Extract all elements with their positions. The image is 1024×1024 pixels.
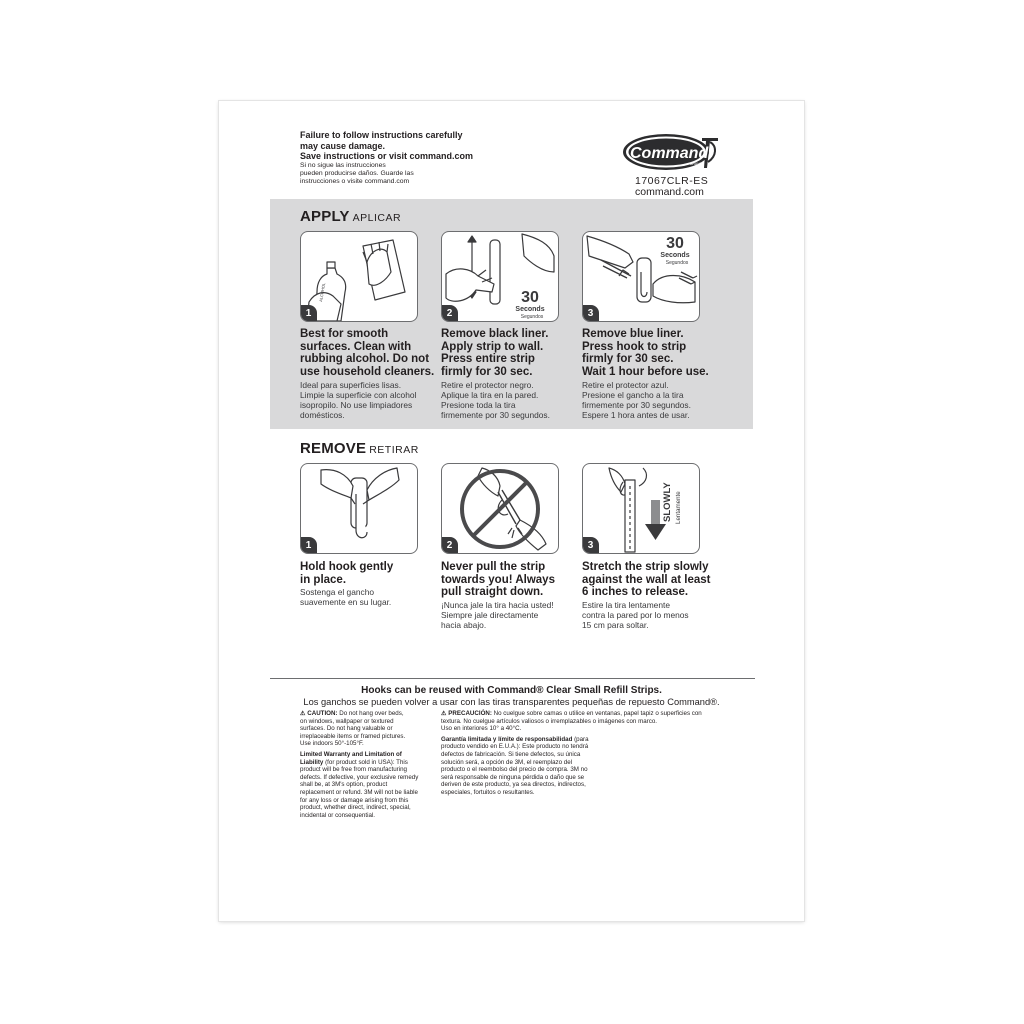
precaucion-text: textura. No cuelgue artículos valiosos o irremplazables o imágenes con marco. (441, 717, 657, 725)
apply-step-1-spanish (300, 380, 450, 420)
reuse-note-es: Los ganchos se pueden volver a usar con las tiras transparentes pequeñas de repuesto Command®. (303, 697, 720, 707)
warning-line: Save instructions or visit command.com (300, 151, 474, 161)
caution-text: irreplaceable items or framed pictures. (300, 732, 406, 740)
apply-title: APPLY (300, 208, 350, 225)
step-line-es: contra la pared por lo menos (582, 610, 689, 620)
svg-text:Segundos: Segundos (665, 260, 689, 266)
apply-step-2-illustration (441, 231, 559, 322)
step-line-es: Limpie la superficie con alcohol (300, 390, 417, 400)
garantia-text: especiales, fortuitos o resultantes. (441, 788, 535, 796)
svg-text:ALCOHOL: ALCOHOL (318, 282, 327, 303)
website: command.com (635, 186, 704, 198)
precaucion-text: No cuelgue sobre camas o utilice en ventanas, papel tapiz o superficies con (491, 710, 702, 717)
step-line: use household cleaners. (300, 365, 435, 378)
caution-english (300, 710, 430, 819)
warning-line: may cause damage. (300, 140, 386, 151)
svg-text:Command: Command (630, 145, 709, 162)
warranty-text: for any loss or damage arising from this (300, 796, 409, 804)
warning-line-es: instrucciones o visite command.com (300, 178, 410, 186)
remove-step-3-spanish (582, 600, 732, 630)
step-line: against the wall at least (582, 573, 711, 586)
divider (270, 678, 755, 679)
step-line-es: Sostenga el gancho (300, 587, 375, 597)
caution-text: surfaces. Do not hang valuable or (300, 725, 393, 733)
remove-step-1-illustration (300, 463, 418, 554)
apply-subtitle: APLICAR (352, 212, 402, 224)
step-line: Press hook to strip (582, 340, 687, 353)
step-line-es: ¡Nunca jale la tira hacia usted! (441, 600, 554, 610)
apply-step-3-spanish (582, 380, 732, 420)
step-line-es: isopropilo. No use limpiadores (300, 400, 413, 410)
warranty-text: defects. If defective, your exclusive remedy (300, 773, 419, 781)
garantia-text: (para (572, 735, 589, 743)
reuse-note: Hooks can be reused with Command® Clear Small Refill Strips. (361, 685, 662, 696)
warranty-text: product, whether direct, indirect, special, (300, 804, 411, 812)
remove-step-2-illustration (441, 463, 559, 554)
step-line-es: 15 cm para soltar. (582, 620, 649, 630)
step-line-es: hacia abajo. (441, 620, 487, 630)
caution-text: Use indoors 50°-105°F. (300, 740, 364, 748)
warranty-text: product will be free from manufacturing (300, 766, 407, 774)
step-line: Wait 1 hour before use. (582, 365, 709, 378)
remove-step-3-text (582, 561, 732, 599)
step-line: Remove blue liner. (582, 328, 684, 340)
garantia-text: será responsable de ninguna pérdida o daño que se (441, 773, 585, 781)
step-line-es: Presione el gancho a la tira (582, 390, 684, 400)
caution-spanish (441, 710, 731, 797)
step-line: Stretch the strip slowly (582, 561, 709, 573)
garantia-text: solución será, a opción de 3M, el reemplazo del (441, 758, 573, 766)
remove-step-2-text (441, 561, 591, 599)
warning-line-es: pueden producirse daños. Guarde las (300, 169, 414, 177)
step-line-es: firmemente por 30 segundos. (441, 410, 550, 420)
model-number: 17067CLR-ES (635, 175, 709, 187)
apply-heading (300, 208, 401, 225)
remove-step-1-spanish (300, 587, 450, 607)
step-line-es: suavemente en su lugar. (300, 597, 392, 607)
apply-step-3-illustration (582, 231, 700, 322)
step-number-badge: 3 (582, 305, 599, 322)
step-line-es: Aplique la tira en la pared. (441, 390, 539, 400)
step-line-es: domésticos. (300, 410, 345, 420)
precaucion-line (441, 710, 731, 718)
instruction-sheet (219, 101, 804, 921)
step-line-es: Espere 1 hora antes de usar. (582, 410, 690, 420)
remove-subtitle: RETIRAR (369, 444, 419, 456)
svg-text:Lentamente: Lentamente (675, 491, 682, 524)
step-number-badge: 2 (441, 305, 458, 322)
step-line: firmly for 30 sec. (441, 365, 533, 378)
warning-block (300, 130, 473, 187)
garantia-label: Garantía limitada y límite de responsabilidad (441, 735, 573, 743)
garantia-text: producto vendido en E.U.A.): Este producto no tendrá (441, 743, 589, 751)
step-line: in place. (300, 573, 347, 586)
svg-text:Segundos: Segundos (520, 314, 544, 320)
garantia-line (441, 736, 731, 744)
step-line-es: Retire el protector azul. (582, 380, 669, 390)
apply-step-3-text (582, 328, 732, 378)
step-line-es: Ideal para superficies lisas. (300, 380, 402, 390)
step-line: Remove black liner. (441, 328, 549, 340)
apply-step-1-text (300, 328, 450, 378)
garantia-text: defectos de fabricación. Si tiene defectos, su única (441, 750, 581, 758)
caution-label: ⚠ CAUTION: (300, 710, 338, 717)
remove-heading (300, 440, 419, 457)
step-line: surfaces. Clean with (300, 340, 412, 353)
warranty-line (300, 759, 430, 767)
step-line: Press entire strip (441, 353, 535, 366)
warranty-text: replacement or refund. 3M will not be liable (300, 788, 418, 796)
apply-step-1-illustration (300, 231, 418, 322)
step-line: pull straight down. (441, 586, 544, 599)
svg-text:30: 30 (666, 235, 684, 252)
step-line: Apply strip to wall. (441, 340, 544, 353)
remove-title: REMOVE (300, 440, 367, 457)
step-line: rubbing alcohol. Do not (300, 353, 430, 366)
garantia-text: deriven de este producto, ya sea directos, indirectos, (441, 781, 586, 789)
apply-step-2-spanish (441, 380, 591, 420)
warranty-text: incidental or consequential. (300, 811, 375, 819)
remove-step-1-text (300, 561, 450, 586)
remove-step-2-spanish (441, 600, 591, 630)
warranty-label: Liability (300, 758, 324, 766)
command-logo (622, 132, 722, 174)
garantia-text: producto o el reembolso del precio de compra. 3M no (441, 766, 588, 774)
step-line: firmly for 30 sec. (582, 353, 674, 366)
step-line-es: Presione toda la tira (441, 400, 516, 410)
step-number-badge: 2 (441, 537, 458, 554)
svg-text:Seconds: Seconds (515, 306, 545, 313)
step-line: 6 inches to release. (582, 586, 689, 599)
warranty-text: shall be, at 3M's option, product (300, 781, 388, 789)
step-line: towards you! Always (441, 573, 555, 586)
svg-text:SLOWLY: SLOWLY (662, 482, 673, 522)
svg-text:30: 30 (521, 289, 539, 306)
step-number-badge: 3 (582, 537, 599, 554)
step-line-es: Estire la tira lentamente (582, 600, 670, 610)
warranty-text: (for product sold in USA): This (323, 758, 408, 766)
warning-line-es: Si no sigue las instrucciones (300, 161, 386, 169)
step-line-es: Siempre jale directamente (441, 610, 539, 620)
apply-step-2-text (441, 328, 591, 378)
step-number-badge: 1 (300, 537, 317, 554)
step-line: Never pull the strip (441, 561, 546, 573)
svg-text:Seconds: Seconds (660, 252, 690, 259)
remove-step-3-illustration (582, 463, 700, 554)
precaucion-label: ⚠ PRECAUCIÓN: (441, 710, 492, 717)
caution-line (300, 710, 430, 718)
warning-line: Failure to follow instructions carefully (300, 130, 463, 140)
step-line: Best for smooth (300, 328, 389, 340)
svg-text:BRAND: BRAND (690, 162, 703, 166)
step-line-es: firmemente por 30 segundos. (582, 400, 691, 410)
precaucion-text: Uso en interiores 10° a 40°C. (441, 725, 522, 733)
warranty-label: Limited Warranty and Limitation of (300, 750, 402, 758)
step-line-es: Retire el protector negro. (441, 380, 534, 390)
caution-text: on windows, wallpaper or textured (300, 717, 394, 725)
caution-text: Do not hang over beds, (337, 710, 404, 717)
step-number-badge: 1 (300, 305, 317, 322)
step-line: Hold hook gently (300, 561, 394, 573)
